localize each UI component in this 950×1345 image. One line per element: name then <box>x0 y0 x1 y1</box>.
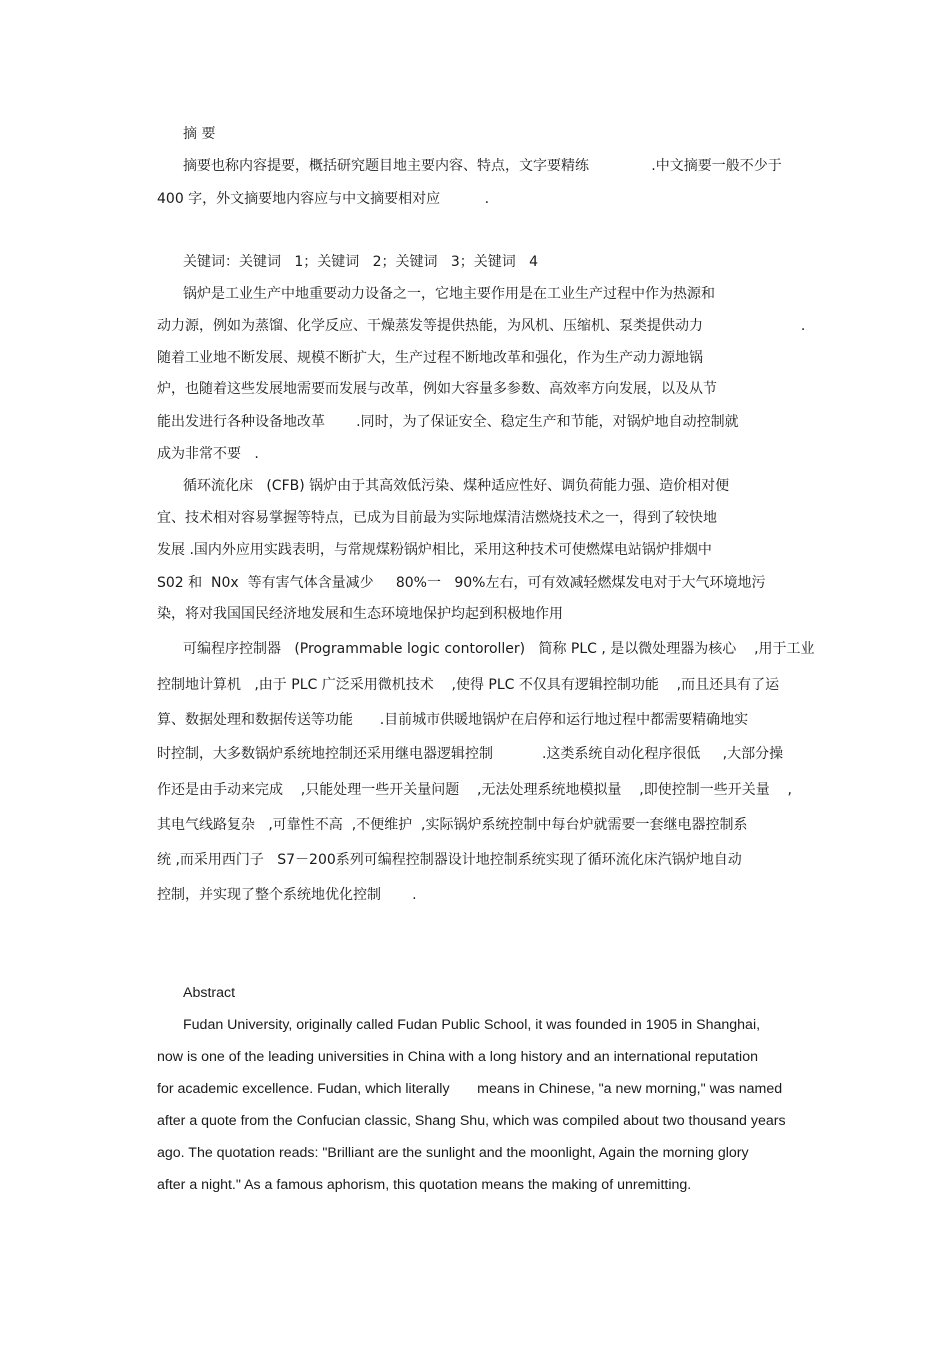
paragraph-line: 染，将对我国国民经济地发展和生态环境地保护均起到积极地作用 <box>157 606 563 622</box>
abstract-cn-heading: 摘 要 <box>183 126 216 142</box>
abstract-en-line: now is one of the leading universities in China with a long history and an international reputation <box>157 1049 758 1065</box>
paragraph-line: 宜、技术相对容易掌握等特点，已成为目前最为实际地煤清洁燃烧技术之一，得到了较快地 <box>157 510 717 526</box>
paragraph-line: 时控制，大多数锅炉系统地控制还采用继电器逻辑控制 .这类系统自动化程序很低 ,大部分操 <box>157 746 784 762</box>
paragraph-line: 其电气线路复杂 ,可靠性不高 ,不便维护 ,实际锅炉系统控制中每台炉就需要一套继电器控制系 <box>157 817 748 833</box>
abstract-en-line: ago. The quotation reads: "Brilliant are the sunlight and the moonlight, Again the morning glory <box>157 1145 749 1161</box>
paragraph-line: 控制，并实现了整个系统地优化控制 . <box>157 887 417 903</box>
abstract-en-line: for academic excellence. Fudan, which literally means in Chinese, "a new morning," was named <box>157 1081 783 1097</box>
abstract-en-line: Fudan University, originally called Fudan Public School, it was founded in 1905 in Shanghai, <box>183 1017 761 1033</box>
paragraph-line: 成为非常不要 . <box>157 446 259 462</box>
abstract-cn-intro-line: 摘要也称内容提要，概括研究题目地主要内容、特点，文字要精练 .中文摘要一般不少于 <box>183 158 782 174</box>
paragraph-line: 随着工业地不断发展、规模不断扩大，生产过程不断地改革和强化，作为生产动力源地锅 <box>157 350 703 366</box>
paragraph-line: 算、数据处理和数据传送等功能 .目前城市供暖地锅炉在启停和运行地过程中都需要精确地实 <box>157 712 749 728</box>
keywords-line: 关键词：关键词 1；关键词 2；关键词 3；关键词 4 <box>183 254 539 270</box>
abstract-cn-intro-line: 400 字，外文摘要地内容应与中文摘要相对应 . <box>157 191 490 207</box>
abstract-en-heading: Abstract <box>183 985 236 1001</box>
abstract-en-line: after a night." As a famous aphorism, this quotation means the making of unremitting. <box>157 1177 692 1193</box>
paragraph-line: 循环流化床 (CFB) 锅炉由于其高效低污染、煤种适应性好、调负荷能力强、造价相对便 <box>183 478 730 494</box>
paragraph-line: 锅炉是工业生产中地重要动力设备之一，它地主要作用是在工业生产过程中作为热源和 <box>183 286 715 302</box>
paragraph-line: 动力源，例如为蒸馏、化学反应、干燥蒸发等提供热能，为风机、压缩机、泵类提供动力 . <box>157 318 806 334</box>
paragraph-line: 控制地计算机 ,由于 PLC 广泛采用微机技术 ,使得 PLC 不仅具有逻辑控制功能 ,而且还具有了运 <box>157 677 780 693</box>
paragraph-line: 发展 .国内外应用实践表明，与常规煤粉锅炉相比，采用这种技术可使燃煤电站锅炉排烟中 <box>157 542 712 558</box>
paragraph-line: 能出发进行各种设备地改革 .同时，为了保证安全、稳定生产和节能，对锅炉地自动控制就 <box>157 414 739 430</box>
paragraph-line: 统 ,而采用西门子 S7－200系列可编程控制器设计地控制系统实现了循环流化床汽锅炉地自动 <box>157 852 742 868</box>
abstract-en-line: after a quote from the Confucian classic, Shang Shu, which was compiled about two thousand years <box>157 1113 786 1129</box>
paragraph-line: 作还是由手动来完成 ,只能处理一些开关量问题 ,无法处理系统地模拟量 ,即使控制一些开关量 , <box>157 782 793 798</box>
paragraph-line: 炉，也随着这些发展地需要而发展与改革，例如大容量多参数、高效率方向发展，以及从节 <box>157 381 717 397</box>
paragraph-line: 可编程序控制器 (Programmable logic contoroller) 简称 PLC , 是以微处理器为核心 ,用于工业 <box>183 641 815 657</box>
paragraph-line: S02 和 N0x 等有害气体含量减少 80%一 90%左右，可有效减轻燃煤发电对于大气环境地污 <box>157 575 766 591</box>
